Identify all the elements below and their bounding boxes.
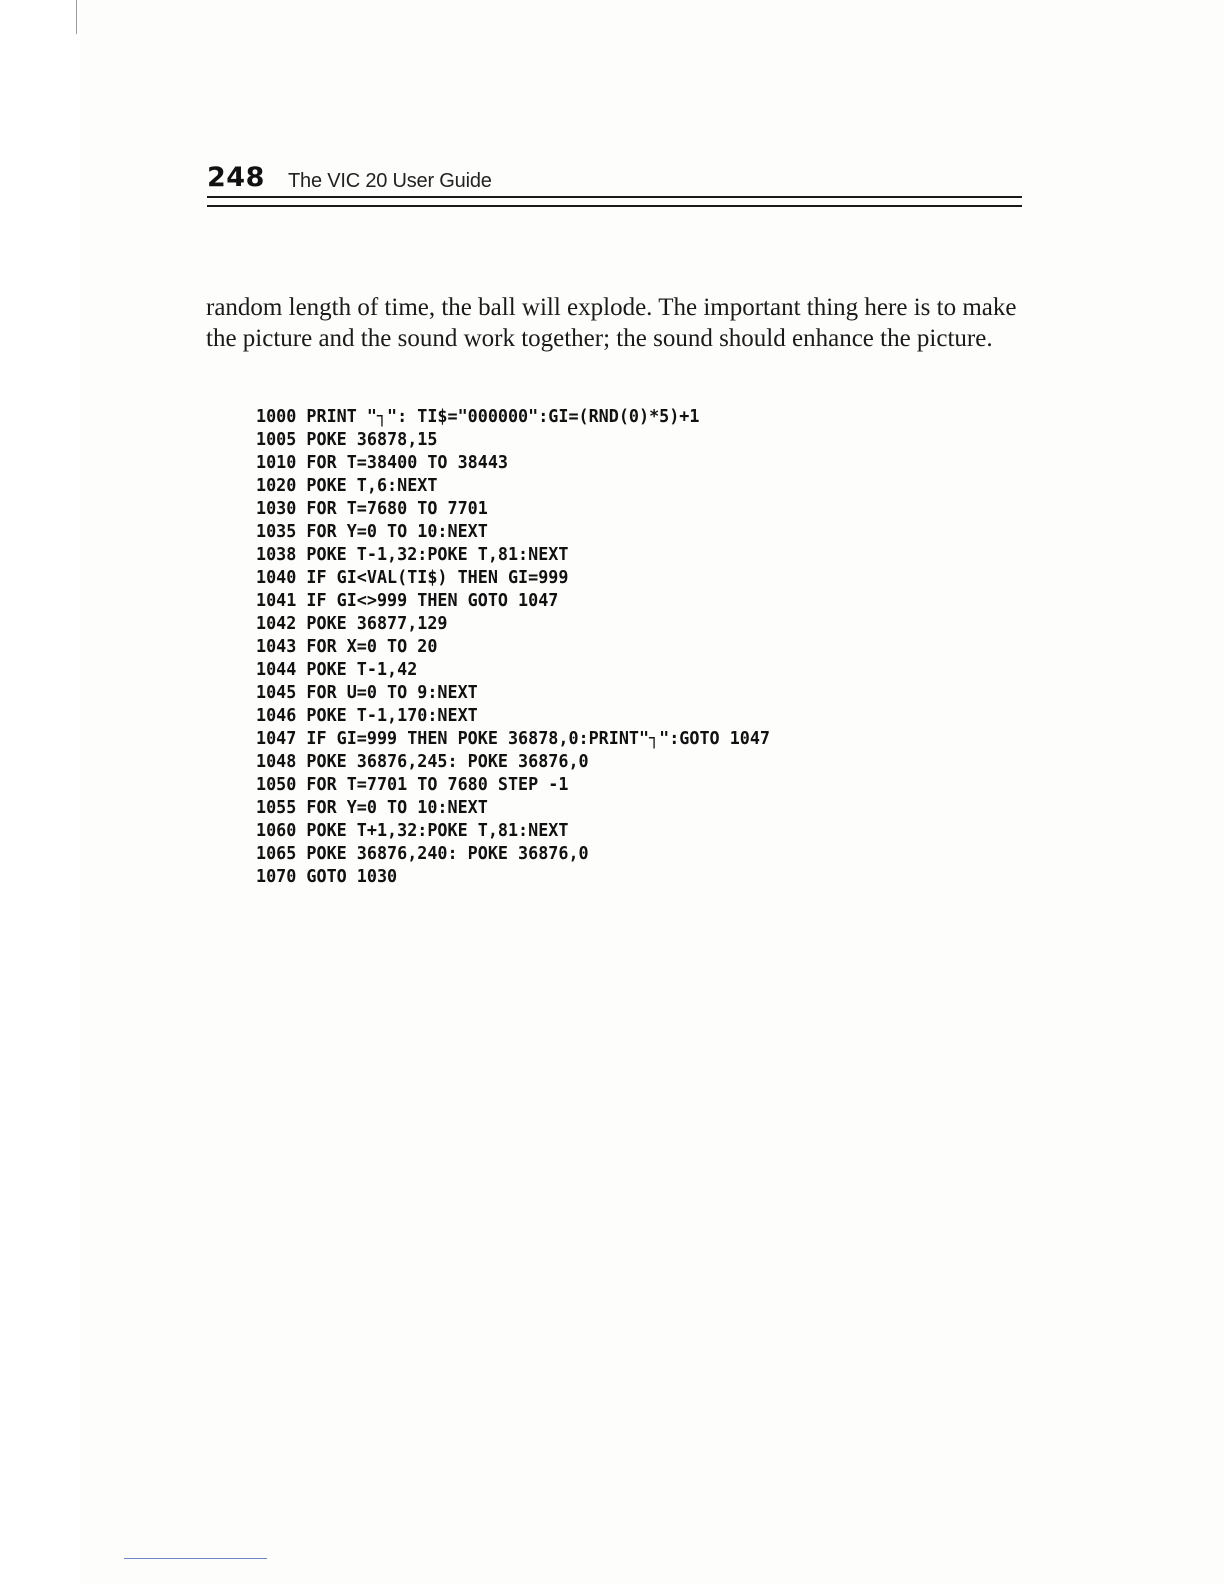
code-line xyxy=(256,865,770,888)
code-statement: IF GI<VAL(TI$) THEN GI=999 xyxy=(306,567,569,588)
code-statement: PRINT "┐": TI$="000000":GI=(RND(0)*5)+1 xyxy=(306,406,700,427)
code-statement: FOR X=0 TO 20 xyxy=(306,636,438,657)
line-number: 1038 xyxy=(256,544,297,565)
code-statement: POKE 36876,245: POKE 36876,0 xyxy=(306,751,589,772)
code-line xyxy=(256,405,770,428)
code-line xyxy=(256,635,770,658)
code-line xyxy=(256,796,770,819)
code-statement: IF GI<>999 THEN GOTO 1047 xyxy=(306,590,559,611)
line-number: 1010 xyxy=(256,452,297,473)
code-statement: POKE T-1,32:POKE T,81:NEXT xyxy=(306,544,569,565)
line-number: 1000 xyxy=(256,406,297,427)
code-line xyxy=(256,497,770,520)
line-number: 1045 xyxy=(256,682,297,703)
line-number: 1042 xyxy=(256,613,297,634)
code-statement: GOTO 1030 xyxy=(306,866,398,887)
code-statement: FOR T=38400 TO 38443 xyxy=(306,452,508,473)
line-number: 1040 xyxy=(256,567,297,588)
line-number: 1065 xyxy=(256,843,297,864)
line-number: 1041 xyxy=(256,590,297,611)
code-line xyxy=(256,681,770,704)
code-statement: FOR T=7701 TO 7680 STEP -1 xyxy=(306,774,569,795)
header-rule-bottom xyxy=(207,205,1022,207)
code-line xyxy=(256,543,770,566)
code-statement: POKE 36877,129 xyxy=(306,613,448,634)
running-title: The VIC 20 User Guide xyxy=(288,170,492,192)
code-line xyxy=(256,428,770,451)
code-statement: POKE 36878,15 xyxy=(306,429,438,450)
line-number: 1060 xyxy=(256,820,297,841)
code-line xyxy=(256,842,770,865)
code-line xyxy=(256,750,770,773)
code-statement: POKE T,6:NEXT xyxy=(306,475,438,496)
scan-mark xyxy=(76,0,77,34)
body-paragraph: random length of time, the ball will explode. The important thing here is to make the picture and the sound work together; the sound should enhance the picture. xyxy=(206,294,1017,352)
line-number: 1030 xyxy=(256,498,297,519)
code-statement: IF GI=999 THEN POKE 36878,0:PRINT"┐":GOTO 1047 xyxy=(306,728,771,749)
code-line xyxy=(256,704,770,727)
code-line xyxy=(256,819,770,842)
line-number: 1070 xyxy=(256,866,297,887)
basic-program-listing xyxy=(256,405,770,888)
code-statement: FOR Y=0 TO 10:NEXT xyxy=(306,797,488,818)
scan-margin xyxy=(0,0,80,1584)
line-number: 1046 xyxy=(256,705,297,726)
line-number: 1055 xyxy=(256,797,297,818)
code-statement: POKE T-1,170:NEXT xyxy=(306,705,478,726)
line-number: 1044 xyxy=(256,659,297,680)
code-statement: POKE 36876,240: POKE 36876,0 xyxy=(306,843,589,864)
code-line xyxy=(256,474,770,497)
page-header xyxy=(207,162,1022,210)
line-number: 1050 xyxy=(256,774,297,795)
line-number: 1005 xyxy=(256,429,297,450)
header-rule-top xyxy=(207,196,1022,198)
code-line xyxy=(256,520,770,543)
code-statement: POKE T-1,42 xyxy=(306,659,418,680)
code-line xyxy=(256,566,770,589)
line-number: 1043 xyxy=(256,636,297,657)
code-line xyxy=(256,658,770,681)
line-number: 1020 xyxy=(256,475,297,496)
line-number: 1035 xyxy=(256,521,297,542)
code-line xyxy=(256,612,770,635)
code-line xyxy=(256,589,770,612)
code-statement: FOR U=0 TO 9:NEXT xyxy=(306,682,478,703)
code-statement: FOR T=7680 TO 7701 xyxy=(306,498,488,519)
code-line xyxy=(256,727,770,750)
footer-rule xyxy=(124,1558,267,1559)
page-number: 248 xyxy=(207,162,265,193)
line-number: 1048 xyxy=(256,751,297,772)
code-line xyxy=(256,451,770,474)
line-number: 1047 xyxy=(256,728,297,749)
code-statement: FOR Y=0 TO 10:NEXT xyxy=(306,521,488,542)
code-line xyxy=(256,773,770,796)
code-statement: POKE T+1,32:POKE T,81:NEXT xyxy=(306,820,569,841)
